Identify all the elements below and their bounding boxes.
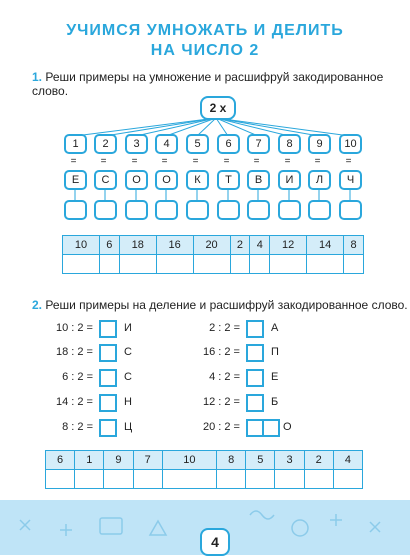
- answer-box[interactable]: [125, 200, 148, 220]
- code-letter: А: [271, 322, 279, 334]
- answer-cell[interactable]: [275, 470, 304, 489]
- division-row: [180, 322, 240, 334]
- answer-cell[interactable]: [270, 255, 307, 274]
- number-box: 3: [125, 134, 148, 154]
- answer-square[interactable]: [262, 419, 280, 437]
- division-expression: 2 : 2 =: [209, 322, 240, 334]
- code-letter: П: [271, 346, 279, 358]
- answer-cell[interactable]: [333, 470, 362, 489]
- code-cell: 6: [99, 236, 119, 255]
- division-row: [0, 346, 93, 358]
- answer-cell[interactable]: [344, 255, 364, 274]
- code-cell: 14: [307, 236, 344, 255]
- number-box: 5: [186, 134, 209, 154]
- code-cell: 5: [246, 451, 275, 470]
- number-box: 10: [339, 134, 362, 154]
- answer-cell[interactable]: [46, 470, 75, 489]
- division-expression: 12 : 2 =: [202, 396, 240, 408]
- number-box: 1: [64, 134, 87, 154]
- answer-cell[interactable]: [119, 255, 156, 274]
- letter-box: С: [94, 170, 117, 190]
- task-1-number: 1.: [32, 70, 43, 84]
- division-row: [180, 371, 240, 383]
- answer-box[interactable]: [217, 200, 240, 220]
- code-letter: Н: [124, 396, 132, 408]
- answer-box[interactable]: [155, 200, 178, 220]
- equals-sign: =: [70, 156, 77, 167]
- code-letter: И: [124, 322, 132, 334]
- code-table-2: [45, 450, 363, 489]
- answer-square[interactable]: [246, 394, 264, 412]
- code-cell: 20: [193, 236, 230, 255]
- answer-cell[interactable]: [162, 470, 216, 489]
- letter-box: И: [278, 170, 301, 190]
- task-2-text: Реши примеры на деление и расшифруй закодированное слово.: [45, 298, 408, 312]
- page-number: 4: [200, 528, 230, 556]
- code-letter: С: [124, 371, 132, 383]
- division-row: [180, 346, 240, 358]
- equals-sign: =: [253, 156, 260, 167]
- answer-square[interactable]: [99, 344, 117, 362]
- equals-sign: =: [345, 156, 352, 167]
- answer-box[interactable]: [64, 200, 87, 220]
- answer-square[interactable]: [99, 419, 117, 437]
- answer-cell[interactable]: [75, 470, 104, 489]
- code-cell: 6: [46, 451, 75, 470]
- number-box: 9: [308, 134, 331, 154]
- answer-box[interactable]: [278, 200, 301, 220]
- letter-box: Ч: [339, 170, 362, 190]
- answer-box[interactable]: [308, 200, 331, 220]
- task-2-instruction: [32, 298, 408, 312]
- answer-cell[interactable]: [104, 470, 133, 489]
- division-row: [180, 396, 240, 408]
- division-row: [0, 322, 93, 334]
- code-letter: Ц: [124, 421, 133, 433]
- answer-box[interactable]: [247, 200, 270, 220]
- letter-box: О: [155, 170, 178, 190]
- equals-sign: =: [100, 156, 107, 167]
- division-row: [0, 396, 93, 408]
- code-letter: О: [283, 421, 292, 433]
- division-expression: 8 : 2 =: [62, 421, 93, 433]
- answer-cell[interactable]: [99, 255, 119, 274]
- answer-cell[interactable]: [133, 470, 162, 489]
- letter-box: Т: [217, 170, 240, 190]
- code-table-1: [62, 235, 364, 274]
- equals-sign: =: [284, 156, 291, 167]
- answer-cell[interactable]: [250, 255, 270, 274]
- code-cell: 2: [304, 451, 333, 470]
- letter-box: Л: [308, 170, 331, 190]
- answer-box[interactable]: [94, 200, 117, 220]
- letter-box: О: [125, 170, 148, 190]
- code-cell: 4: [333, 451, 362, 470]
- division-row: [0, 371, 93, 383]
- equals-sign: =: [223, 156, 230, 167]
- division-expression: 14 : 2 =: [55, 396, 93, 408]
- code-cell: 18: [119, 236, 156, 255]
- division-expression: 20 : 2 =: [202, 421, 240, 433]
- number-box: 2: [94, 134, 117, 154]
- letter-box: В: [247, 170, 270, 190]
- answer-square[interactable]: [99, 320, 117, 338]
- number-box: 8: [278, 134, 301, 154]
- code-cell: 4: [250, 236, 270, 255]
- answer-square[interactable]: [99, 394, 117, 412]
- code-cell: 9: [104, 451, 133, 470]
- code-cell: 3: [275, 451, 304, 470]
- answer-box[interactable]: [186, 200, 209, 220]
- answer-cell[interactable]: [304, 470, 333, 489]
- code-letter: Б: [271, 396, 279, 408]
- code-cell: 16: [156, 236, 193, 255]
- code-cell: 12: [270, 236, 307, 255]
- equals-sign: =: [314, 156, 321, 167]
- code-letter: С: [124, 346, 132, 358]
- code-letter: Е: [271, 371, 279, 383]
- answer-square[interactable]: [99, 369, 117, 387]
- task-2-number: 2.: [32, 298, 43, 312]
- answer-square[interactable]: [246, 344, 264, 362]
- division-expression: 4 : 2 =: [209, 371, 240, 383]
- page-title: УЧИМСЯ УМНОЖАТЬ И ДЕЛИТЬ: [66, 22, 344, 39]
- number-box: 6: [217, 134, 240, 154]
- answer-cell[interactable]: [193, 255, 230, 274]
- division-expression: 10 : 2 =: [55, 322, 93, 334]
- answer-cell[interactable]: [246, 470, 275, 489]
- answer-box[interactable]: [339, 200, 362, 220]
- task-1-text: Реши примеры на умножение и расшифруй закодированное слово.: [32, 70, 384, 98]
- code-cell: 1: [75, 451, 104, 470]
- division-row: [0, 421, 93, 433]
- code-cell: 8: [344, 236, 364, 255]
- letter-box: Е: [64, 170, 87, 190]
- answer-cell[interactable]: [156, 255, 193, 274]
- division-expression: 18 : 2 =: [55, 346, 93, 358]
- division-expression: 16 : 2 =: [202, 346, 240, 358]
- code-cell: 8: [217, 451, 246, 470]
- multiplier-box: 2 х: [200, 96, 236, 120]
- answer-cell[interactable]: [307, 255, 344, 274]
- equals-sign: =: [161, 156, 168, 167]
- letter-box: К: [186, 170, 209, 190]
- answer-cell[interactable]: [230, 255, 250, 274]
- number-box: 7: [247, 134, 270, 154]
- equals-sign: =: [192, 156, 199, 167]
- code-cell: 2: [230, 236, 250, 255]
- answer-cell[interactable]: [63, 255, 100, 274]
- answer-square[interactable]: [246, 369, 264, 387]
- equals-sign: =: [131, 156, 138, 167]
- code-cell: 10: [63, 236, 100, 255]
- answer-cell[interactable]: [217, 470, 246, 489]
- code-cell: 7: [133, 451, 162, 470]
- number-box: 4: [155, 134, 178, 154]
- page-subtitle: НА ЧИСЛО 2: [150, 42, 260, 59]
- code-cell: 10: [162, 451, 216, 470]
- answer-square[interactable]: [246, 320, 264, 338]
- division-row: [180, 421, 240, 433]
- division-expression: 6 : 2 =: [62, 371, 93, 383]
